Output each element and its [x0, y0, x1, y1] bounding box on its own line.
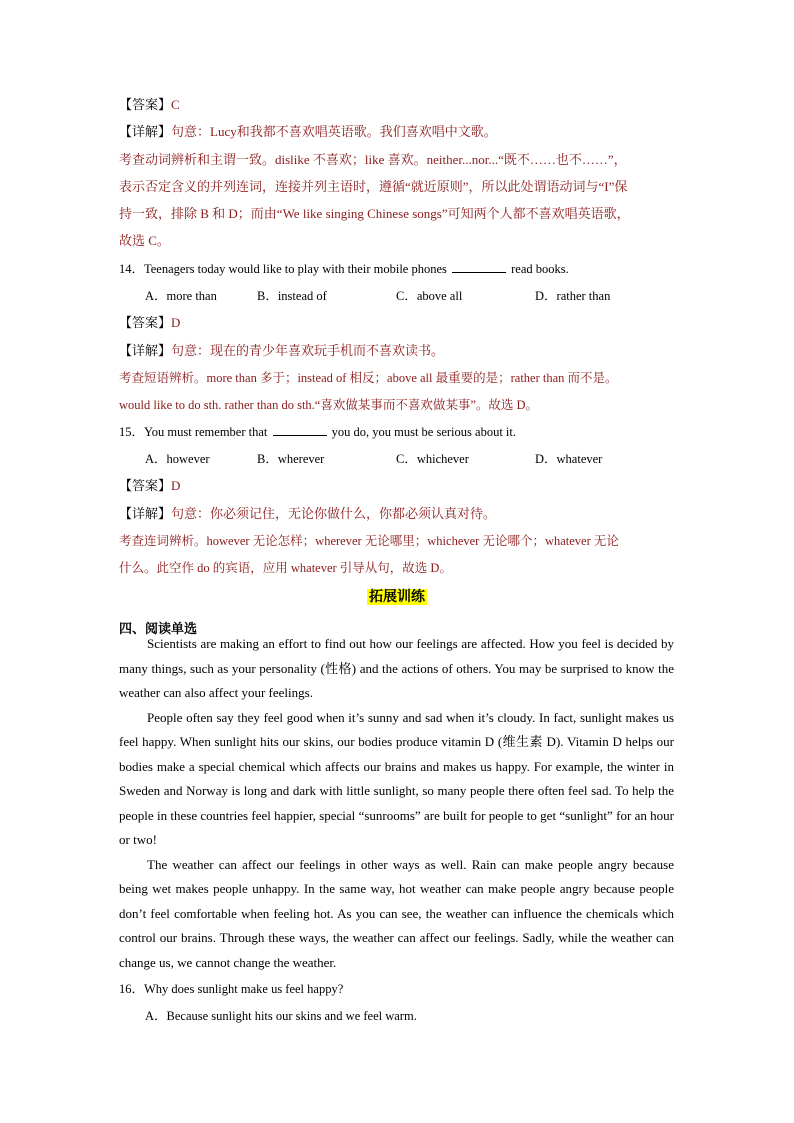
detail-text: 句意：你必须记住，无论你做什么，你都必须认真对待。: [171, 506, 497, 521]
detail-line: 【详解】句意：现在的青少年喜欢玩手机而不喜欢读书。: [119, 343, 445, 358]
section-heading: 四、阅读单选: [119, 622, 198, 637]
option-a: A．more than: [145, 289, 217, 303]
passage-paragraph: Scientists are making an effort to find out how our feelings are affected. How you feel is decided by many things, such as your personality (性格) and the actions of others. You may be surprised to know the weather can also affect your feelings.: [119, 636, 674, 700]
option-b: B．wherever: [257, 452, 325, 466]
passage-paragraph: The weather can affect our feelings in other ways as well. Rain can make people angry because being wet makes people unhappy. In the same way, hot weather can make people angry because people don’t feel comfortable when feeling hot. As you can see, the weather can influence the chemicals which control our brains. Through these ways, the weather can affect our feelings. Sadly, while the weather can change us, we cannot change the weather.: [119, 856, 674, 970]
answer-value: C: [171, 97, 180, 112]
reading-passage: [119, 632, 674, 975]
answer-value: D: [171, 478, 181, 493]
option-b: B．instead of: [257, 289, 327, 303]
explanation-line: 什么。此空作 do 的宾语，应用 whatever 引导从句，故选 D。: [119, 561, 452, 575]
explanation-line: 考查连词辨析。however 无论怎样；wherever 无论哪里；whichever 无论哪个；whatever 无论: [119, 534, 619, 548]
answer-blank: [452, 260, 506, 273]
explanation-line: would like to do sth. rather than do sth.“喜欢做某事而不喜欢做某事”。故选 D。: [119, 398, 539, 412]
question-stem: 16．Why does sunlight make us feel happy?: [119, 982, 344, 996]
option-d: D．whatever: [535, 452, 603, 466]
detail-text: 句意：现在的青少年喜欢玩手机而不喜欢读书。: [171, 343, 445, 358]
answer-blank: [273, 423, 327, 436]
option-c: C．above all: [396, 289, 463, 303]
answer-value: D: [171, 315, 181, 330]
question-stem: 14．Teenagers today would like to play with their mobile phones read books.: [119, 262, 569, 276]
answer-line: 【答案】D: [119, 315, 181, 330]
answer-line: 【答案】C: [119, 97, 180, 112]
explanation-line: 持一致，排除 B 和 D；而由“We like singing Chinese songs”可知两个人都不喜欢唱英语歌，: [119, 206, 630, 221]
question-stem: 15．You must remember that you do, you must be serious about it.: [119, 425, 516, 439]
detail-line: 【详解】句意：Lucy和我都不喜欢唱英语歌。我们喜欢唱中文歌。: [119, 124, 497, 139]
detail-text: 句意：Lucy和我都不喜欢唱英语歌。我们喜欢唱中文歌。: [171, 124, 497, 139]
explanation-line: 表示否定含义的并列连词，连接并列主语时，遵循“就近原则”，所以此处谓语动词与“I”保: [119, 179, 628, 194]
option-a: A．Because sunlight hits our skins and we feel warm.: [145, 1009, 417, 1023]
option-c: C．whichever: [396, 452, 469, 466]
explanation-line: 考查动词辨析和主谓一致。dislike 不喜欢；like 喜欢。neither...nor...“既不……也不……”，: [119, 152, 627, 167]
section-title: 拓展训练: [369, 589, 425, 605]
explanation-line: 考查短语辨析。more than 多于；instead of 相反；above all 最重要的是；rather than 而不是。: [119, 371, 618, 385]
answer-line: 【答案】D: [119, 478, 181, 493]
option-d: D．rather than: [535, 289, 611, 303]
explanation-line: 故选 C。: [119, 233, 170, 248]
detail-line: 【详解】句意：你必须记住，无论你做什么，你都必须认真对待。: [119, 506, 497, 521]
option-a: A．however: [145, 452, 210, 466]
passage-paragraph: People often say they feel good when it’s sunny and sad when it’s cloudy. In fact, sunlight makes us feel happy. When sunlight hits our skins, our bodies produce vitamin D (维生素 D). Vitamin D helps our bodies make a special chemical which affects our brains and makes us happy. For example, the winter in Sweden and Norway is long and dark with little sunlight, so many people there often feel sad. To help the people in these countries feel happier, special “sunrooms” are built for people to get “sunlight” for an hour or two!: [119, 709, 674, 847]
